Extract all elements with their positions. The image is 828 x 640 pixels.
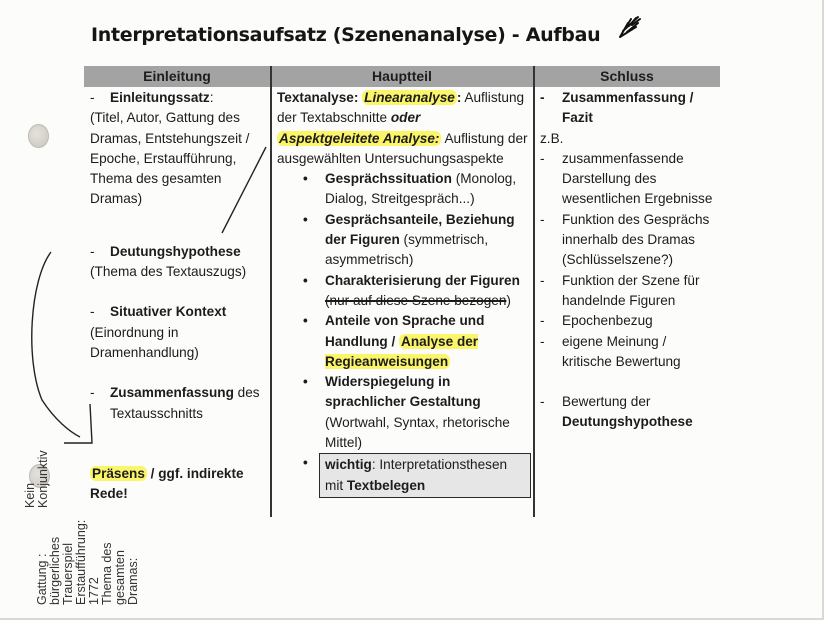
tense-note: Präsens / ggf. indirekte Rede! xyxy=(90,465,244,502)
margin-note-kein-konjunktiv: Kein Konjunktiv xyxy=(23,450,50,508)
header-einleitung: Einleitung xyxy=(84,66,270,87)
column-divider xyxy=(270,66,272,517)
fazit-item: - Zusammenfassung / Fazit xyxy=(540,90,694,126)
deutungshypothese-item: - Deutungshypothese xyxy=(90,243,241,259)
zb-label: z.B. xyxy=(540,130,564,146)
zusammenfassung-desc: Textausschnitts xyxy=(110,405,203,421)
important-box: • wichtig: Interpretationsthesen mit Textbelegen xyxy=(319,453,531,498)
margin-note-gattung: Gattung : bürgerliches Trauerspiel Erstaufführung: 1772 Thema des gesamten Dramas: xyxy=(35,519,140,605)
list-item: • Gesprächssituation (Monolog, Dialog, Streitgespräch...) xyxy=(325,169,531,210)
punch-hole-icon xyxy=(28,124,49,148)
list-item xyxy=(325,453,531,498)
einleitungssatz-item: - Einleitungssatz: xyxy=(90,90,214,105)
list-item: • Charakterisierung der Figuren (nur auf diese Szene bezogen) xyxy=(325,271,531,312)
header-hauptteil: Hauptteil xyxy=(271,66,533,87)
list-item: - zusammenfassende Darstellung des wesentlichen Ergebnisse xyxy=(540,150,713,207)
list-item: • Widerspiegelung in sprachlicher Gestaltung (Wortwahl, Syntax, rhetorische Mittel) xyxy=(325,372,531,453)
zusammenfassung-item: - Zusammenfassung des xyxy=(90,385,260,401)
column-schluss xyxy=(540,88,718,433)
list-item: - Funktion der Szene für handelnde Figuren xyxy=(540,272,700,308)
situativer-kontext-desc: (Einordnung in Dramenhandlung) xyxy=(90,324,199,360)
column-divider xyxy=(533,66,535,517)
situativer-kontext-item: - Situativer Kontext xyxy=(90,304,227,320)
list-item: - Epochenbezug xyxy=(540,313,653,329)
list-item: • Anteile von Sprache und Handlung / Analyse der Regieanweisungen xyxy=(325,311,531,372)
deutungshypothese-desc: (Thema des Textauszugs) xyxy=(90,264,247,280)
page-title: Interpretationsaufsatz (Szenenanalyse) - Aufbau xyxy=(91,24,601,46)
column-hauptteil xyxy=(277,88,531,498)
column-einleitung xyxy=(90,88,268,504)
einleitungssatz-desc: (Titel, Autor, Gattung des Dramas, Entstehungszeit / Epoche, Erstaufführung, Thema des gesamten Dramas) xyxy=(90,110,250,207)
bewertung-item: - Bewertung der Deutungshypothese xyxy=(540,394,693,430)
list-item: - Funktion des Gesprächs innerhalb des Dramas (Schlüsselszene?) xyxy=(540,211,710,268)
list-item: - eigene Meinung / kritische Bewertung xyxy=(540,333,681,369)
analysis-aspects-list xyxy=(277,169,531,498)
schluss-list xyxy=(540,149,718,372)
header-schluss: Schluss xyxy=(534,66,720,87)
textanalyse-intro: Textanalyse: Linearanalyse : Auflistung der Textabschnitte oder Aspektgeleitete Analyse: Auflistung der ausgewählten Untersuchungsaspekte xyxy=(277,90,528,166)
list-item: • Gesprächsanteile, Beziehung der Figuren (symmetrisch, asymmetrisch) xyxy=(325,210,531,271)
pen-scribble-icon xyxy=(618,15,644,39)
